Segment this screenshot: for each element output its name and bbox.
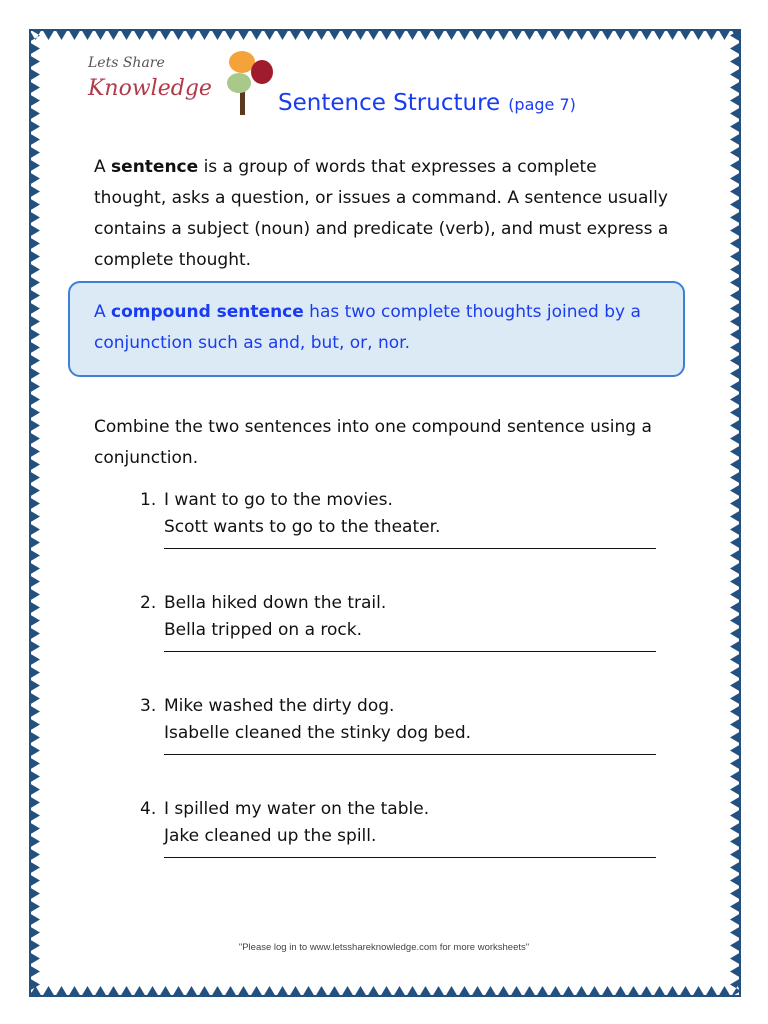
logo-bubble-orange <box>229 51 255 73</box>
answer-line[interactable] <box>164 650 656 652</box>
logo-bubble-green <box>227 73 251 93</box>
intro-paragraph <box>94 152 674 276</box>
definition-bold-term: compound sentence <box>111 302 304 322</box>
exercise-number: 4. <box>140 799 157 819</box>
footer-note: "Please log in to www.letsshareknowledge.com for more worksheets" <box>238 942 530 953</box>
exercise-item <box>140 796 660 858</box>
exercise-sentence-1: Bella hiked down the trail. <box>164 593 387 613</box>
exercise-item <box>140 693 660 755</box>
logo-text-line1: Lets Share <box>88 55 165 71</box>
answer-line[interactable] <box>164 753 656 755</box>
exercise-sentence-2: Bella tripped on a rock. <box>164 620 363 640</box>
exercise-item <box>140 590 660 652</box>
definition-box <box>68 281 685 377</box>
exercise-sentence-1: I want to go to the movies. <box>164 490 393 510</box>
exercise-number: 1. <box>140 490 157 510</box>
page-number: (page 7) <box>508 95 576 114</box>
title-text: Sentence Structure <box>278 90 501 116</box>
logo-tree-icon <box>84 45 276 117</box>
exercise-number: 3. <box>140 696 157 716</box>
exercise-sentence-1: Mike washed the dirty dog. <box>164 696 395 716</box>
answer-line[interactable] <box>164 856 656 858</box>
logo-bubble-red <box>251 60 273 84</box>
exercise-sentence-2: Scott wants to go to the theater. <box>164 517 441 537</box>
answer-line[interactable] <box>164 547 656 549</box>
intro-post: is a group of words that expresses a complete thought, asks a question, or issues a command. A sentence usually contains a subject (noun) and predicate (verb), and must express a complete thought. <box>94 157 669 270</box>
definition-text <box>94 297 674 359</box>
page-title <box>278 90 576 116</box>
exercise-number: 2. <box>140 593 157 613</box>
logo <box>84 45 276 117</box>
intro-pre: A <box>94 157 112 177</box>
exercise-item <box>140 487 660 549</box>
exercise-sentence-2: Jake cleaned up the spill. <box>164 826 377 846</box>
definition-pre: A <box>94 302 112 322</box>
definition-post: has two complete thoughts joined by a conjunction such as and, but, or, nor. <box>94 302 641 353</box>
exercise-sentence-2: Isabelle cleaned the stinky dog bed. <box>164 723 472 743</box>
logo-text-line2: Knowledge <box>88 76 212 101</box>
exercise-sentence-1: I spilled my water on the table. <box>164 799 430 819</box>
intro-bold-term: sentence <box>111 157 199 177</box>
instructions: Combine the two sentences into one compound sentence using a conjunction. <box>94 417 652 468</box>
